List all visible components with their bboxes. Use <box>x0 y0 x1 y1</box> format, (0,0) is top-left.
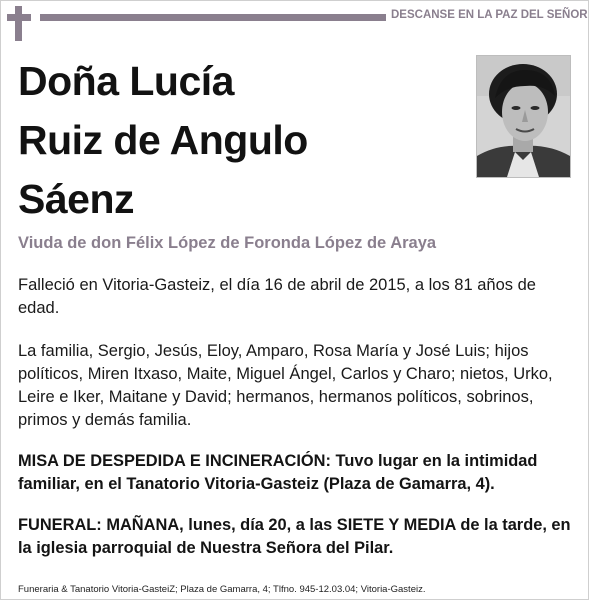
funeral-notice: FUNERAL: MAÑANA, lunes, día 20, a las SIETE Y MEDIA de la tarde, en la iglesia parroquial de Nuestra Señora del Pilar. <box>18 516 571 557</box>
name-line: Sáenz <box>18 176 134 222</box>
funeral-home-footer: Funeraria & Tanatorio Vitoria-GasteiZ; Plaza de Gamarra, 4; Tlfno. 945-12.03.04; Vitoria-Gasteiz. <box>18 584 426 595</box>
widow-line: Viuda de don Félix López de Foronda López de Araya <box>18 234 437 252</box>
header-title: DESCANSE EN LA PAZ DEL SEÑOR <box>391 9 588 21</box>
deceased-photo <box>476 55 571 178</box>
farewell-mass: MISA DE DESPEDIDA E INCINERACIÓN: Tuvo lugar en la intimidad familiar, en el Tanatorio Vitoria-Gasteiz (Plaza de Gamarra, 4). <box>18 452 538 493</box>
name-line: Ruiz de Angulo <box>18 117 308 163</box>
name-line: Doña Lucía <box>18 58 234 104</box>
death-notice: Falleció en Vitoria-Gasteiz, el día 16 de abril de 2015, a los 81 años de edad. <box>18 276 536 317</box>
header-rule <box>40 14 386 21</box>
family-list: La familia, Sergio, Jesús, Eloy, Amparo, Rosa María y José Luis; hijos políticos, Miren Itxaso, Maite, Miguel Ángel, Carlos y Charo; nietos, Urko, Leire e Iker, Maitane y David; hermanos, hermanos políticos, sobrinos, primos y demás familia. <box>18 342 553 429</box>
deceased-name <box>18 52 458 229</box>
